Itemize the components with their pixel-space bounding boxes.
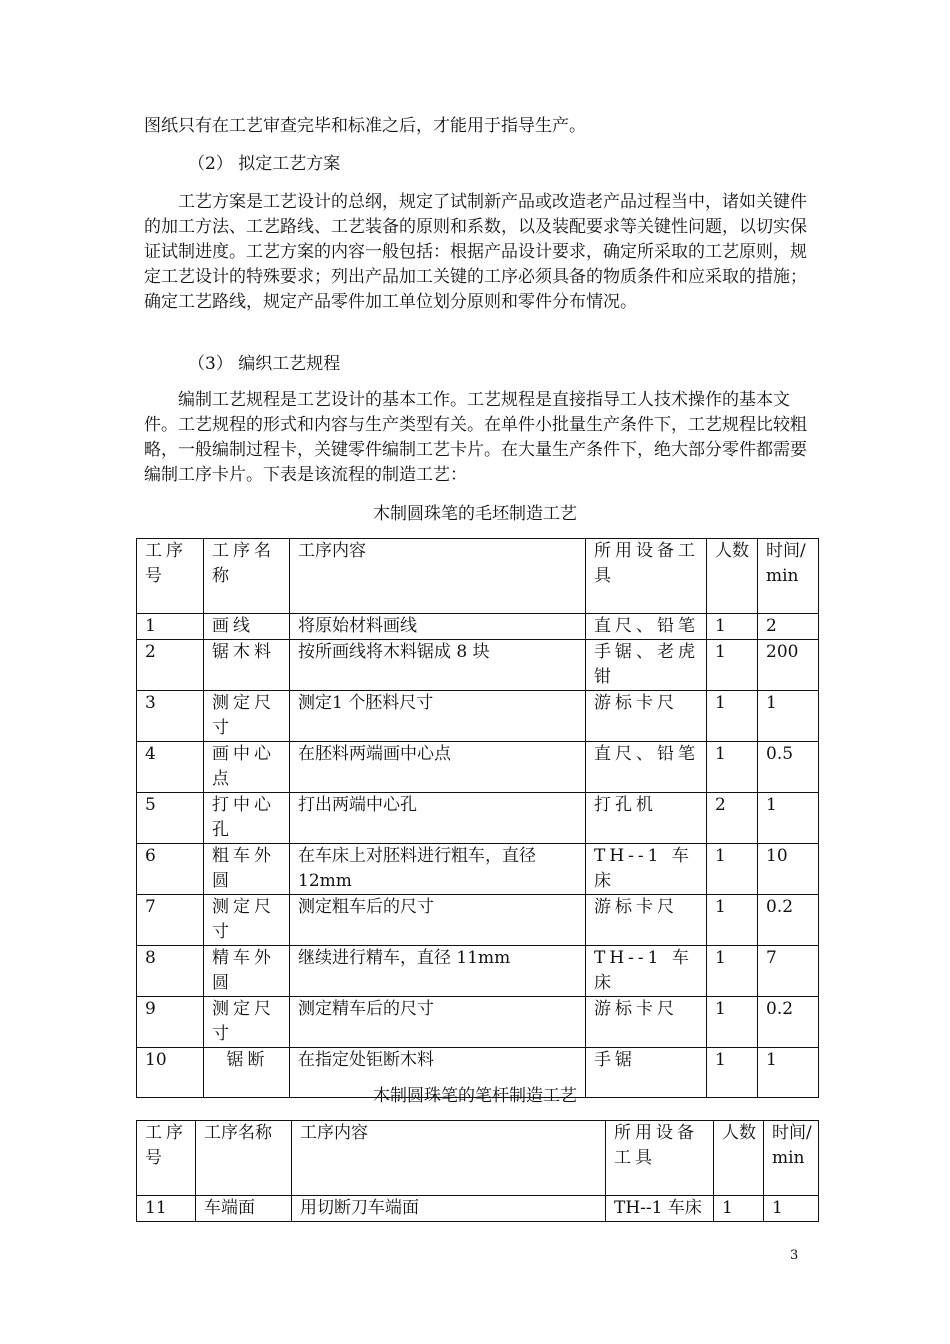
table-cell-people: 2 <box>707 793 758 844</box>
table-cell-content: 在车床上对胚料进行粗车，直径 12mm <box>290 844 586 895</box>
table-cell-step-name: 车端面 <box>196 1196 292 1222</box>
table-cell-step-no: 2 <box>137 640 204 691</box>
table-cell-people: 1 <box>707 997 758 1048</box>
table-cell-equipment: 游标卡尺 <box>586 997 707 1048</box>
table-cell-step-name: 画中心点 <box>204 742 290 793</box>
table-cell-step-no: 8 <box>137 946 204 997</box>
table-cell-step-no: 6 <box>137 844 204 895</box>
section2-paragraph: 工艺方案是工艺设计的总纲，规定了试制新产品或改造老产品过程当中，诸如关键件的加工方法、工艺路线、工艺装备的原则和系数，以及装配要求等关键性问题，以切实保证试制进度。工艺方案的内容一般包括：根据产品设计要求，确定所采取的工艺原则，规定工艺设计的特殊要求；列出产品加工关键的工序必须具备的物质条件和应采取的措施；确定工艺路线，规定产品零件加工单位划分原则和零件分布情况。 <box>144 192 807 312</box>
table-cell-equipment: 游标卡尺 <box>586 691 707 742</box>
table-row <box>137 793 819 844</box>
table2-header-equipment: 所用设备工具 <box>606 1121 714 1196</box>
table-cell-people: 1 <box>707 742 758 793</box>
table-cell-step-no: 11 <box>137 1196 196 1222</box>
table1-header-step-name: 工序名称 <box>204 539 290 614</box>
table-row <box>137 895 819 946</box>
table-cell-equipment: 打孔机 <box>586 793 707 844</box>
table-row <box>137 997 819 1048</box>
table-cell-people: 1 <box>707 946 758 997</box>
table-cell-people: 1 <box>707 691 758 742</box>
table-cell-step-name: 粗车外圆 <box>204 844 290 895</box>
table-cell-content: 继续进行精车，直径 11mm <box>290 946 586 997</box>
table2-header-step-name: 工序名称 <box>196 1121 292 1196</box>
table-cell-equipment: 手锯、老虎钳 <box>586 640 707 691</box>
table-cell-time: 1 <box>758 793 819 844</box>
table-cell-people: 1 <box>707 614 758 640</box>
table-cell-step-no: 10 <box>137 1048 204 1098</box>
table-cell-time: 0.2 <box>758 895 819 946</box>
table-cell-step-name: 打中心孔 <box>204 793 290 844</box>
table-cell-time: 0.5 <box>758 742 819 793</box>
table2-title: 木制圆珠笔的笔杆制造工艺 <box>373 1086 577 1106</box>
table-cell-equipment: 直尺、铅笔 <box>586 742 707 793</box>
table-cell-time: 10 <box>758 844 819 895</box>
table-cell-equipment: 直尺、铅笔 <box>586 614 707 640</box>
table2-header-row <box>137 1121 819 1196</box>
table-cell-step-no: 3 <box>137 691 204 742</box>
table-cell-people: 1 <box>707 895 758 946</box>
table-cell-step-name: 测定尺寸 <box>204 691 290 742</box>
table2-header-step-no: 工序号 <box>137 1121 196 1196</box>
table-cell-equipment: 游标卡尺 <box>586 895 707 946</box>
table1-header-step-no: 工序号 <box>137 539 204 614</box>
table1-header-equipment: 所用设备工具 <box>586 539 707 614</box>
table-cell-time: 200 <box>758 640 819 691</box>
table-cell-step-name: 精车外圆 <box>204 946 290 997</box>
table-cell-content: 用切断刀车端面 <box>292 1196 606 1222</box>
table-row <box>137 844 819 895</box>
table-cell-content: 在胚料两端画中心点 <box>290 742 586 793</box>
table1-header-row <box>137 539 819 614</box>
table-cell-equipment: 手锯 <box>586 1048 707 1098</box>
table1-header-time: 时间/min <box>758 539 819 614</box>
table2-header-time: 时间/min <box>764 1121 819 1196</box>
table-cell-step-name: 测定尺寸 <box>204 895 290 946</box>
table-cell-content: 测定精车后的尺寸 <box>290 997 586 1048</box>
table-cell-time: 1 <box>758 1048 819 1098</box>
table-cell-step-name: 画线 <box>204 614 290 640</box>
table1-header-content: 工序内容 <box>290 539 586 614</box>
table-row <box>137 614 819 640</box>
table2-header-content: 工序内容 <box>292 1121 606 1196</box>
table2 <box>136 1120 819 1222</box>
table-cell-time: 1 <box>758 691 819 742</box>
table-row <box>137 640 819 691</box>
table-cell-content: 测定粗车后的尺寸 <box>290 895 586 946</box>
table-cell-time: 1 <box>764 1196 819 1222</box>
table-row <box>137 946 819 997</box>
table-cell-equipment: TH--1 车床 <box>606 1196 714 1222</box>
table-cell-step-name: 测定尺寸 <box>204 997 290 1048</box>
table-cell-content: 将原始材料画线 <box>290 614 586 640</box>
section3-heading: （3） 编织工艺规程 <box>188 354 341 374</box>
table-row <box>137 691 819 742</box>
table-row <box>137 1196 819 1222</box>
table-cell-equipment: TH--1 车床 <box>586 844 707 895</box>
section2-heading: （2） 拟定工艺方案 <box>188 154 341 174</box>
table1 <box>136 538 819 1098</box>
table-cell-content: 在指定处钜断木料 <box>290 1048 586 1098</box>
table-cell-time: 7 <box>758 946 819 997</box>
table-cell-time: 0.2 <box>758 997 819 1048</box>
table-cell-step-no: 5 <box>137 793 204 844</box>
table1-title: 木制圆珠笔的毛坯制造工艺 <box>373 504 577 524</box>
table-cell-content: 打出两端中心孔 <box>290 793 586 844</box>
intro-line: 图纸只有在工艺审查完毕和标准之后，才能用于指导生产。 <box>144 116 586 136</box>
table-cell-content: 按所画线将木料锯成 8 块 <box>290 640 586 691</box>
table2-header-people: 人数 <box>714 1121 764 1196</box>
table-cell-people: 1 <box>707 844 758 895</box>
table-cell-people: 1 <box>714 1196 764 1222</box>
table-row <box>137 742 819 793</box>
table-cell-step-no: 1 <box>137 614 204 640</box>
table-cell-step-no: 9 <box>137 997 204 1048</box>
table-cell-content: 测定1 个胚料尺寸 <box>290 691 586 742</box>
page-number: 3 <box>790 1248 799 1263</box>
table-cell-step-name: 锯断 <box>204 1048 290 1098</box>
table-cell-equipment: TH--1 车床 <box>586 946 707 997</box>
section3-paragraph: 编制工艺规程是工艺设计的基本工作。工艺规程是直接指导工人技术操作的基本文件。工艺规程的形式和内容与生产类型有关。在单件小批量生产条件下，工艺规程比较粗略，一般编制过程卡，关键零件编制工艺卡片。在大量生产条件下，绝大部分零件都需要编制工序卡片。下表是该流程的制造工艺： <box>144 390 807 485</box>
table1-header-people: 人数 <box>707 539 758 614</box>
table-cell-people: 1 <box>707 640 758 691</box>
table-cell-step-no: 4 <box>137 742 204 793</box>
table-cell-time: 2 <box>758 614 819 640</box>
table-cell-step-name: 锯木料 <box>204 640 290 691</box>
table-cell-people: 1 <box>707 1048 758 1098</box>
table-cell-step-no: 7 <box>137 895 204 946</box>
